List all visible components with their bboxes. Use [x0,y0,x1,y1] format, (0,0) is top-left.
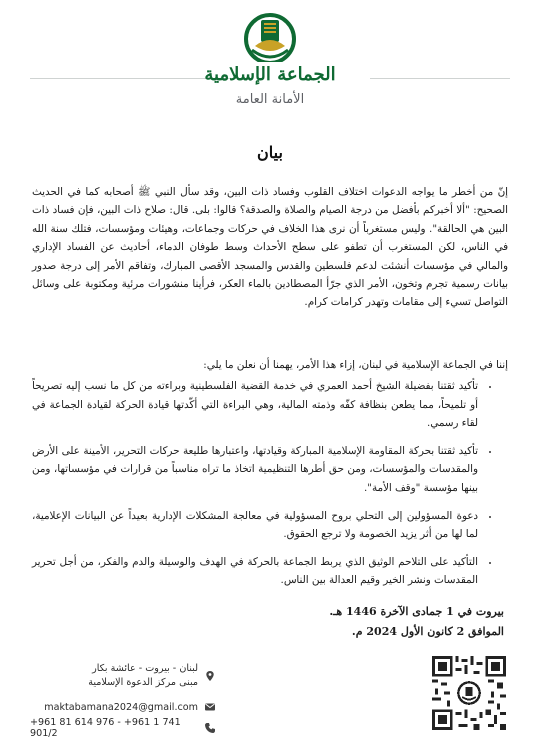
phone-icon [204,722,216,734]
statement-point: • التأكيد على التلاحم الوثيق الذي يربط الجماعة بالحركة في الهدف والوسيلة والدم والفكر، من أجل تحرير المقدسات ونشر الخير وقيم العدالة بين الناس. [32,553,480,590]
document-title: بيان [257,143,283,162]
organization-logo [243,12,297,70]
organization-name: الجماعة الإسلامية [204,64,336,85]
lead-sentence: إننا في الجماعة الإسلامية في لبنان، إزاء هذا الأمر، يهمنا أن نعلن ما يلي: [203,359,508,371]
date-gregorian: الموافق 2 كانون الأول 2024 م. [351,625,504,638]
organization-subtitle: الأمانة العامة [235,92,305,107]
address-line-2: مبنى مركز الدعوة الإسلامية [88,677,198,688]
contact-block [30,660,216,737]
email-link[interactable]: maktabamana2024@gmail.com [44,701,198,713]
address-row [30,660,216,692]
date-hijri: بيروت في 1 جمادى الآخرة 1446 هـ. [329,605,504,618]
phone-numbers[interactable]: +961 81 614 976 - +961 1 741 901/2 [30,717,181,739]
statement-points [32,377,496,599]
address-line-1: لبنان - بيروت - عائشة بكار [92,663,198,674]
qr-code [432,656,506,730]
statement-point: • تأكيد ثقتنا بفضيلة الشيخ أحمد العمري في خدمة القضية الفلسطينية وبراءته من كل ما نسب إليه تصريحاً أو تلميحاً، مما يطعن بنظافة كفّه وذمته المالية، وهي البراءة التي أكّدتها قيادة الحركة لقيادة الجماعة في لقاء رسمي. [32,377,480,433]
email-row [30,698,216,716]
location-pin-icon [204,670,216,682]
intro-paragraph: إنّ من أخطر ما يواجه الدعوات اختلاف القلوب وفساد ذات البين، وقد سأل النبي ﷺ أصحابه كما في الحديث الصحيح: "ألا أخبركم بأفضل من درجة الصيام والصلاة والصدقة؟ قالوا: بلى. قال: صلاح ذات البين، فإن فساد ذات البين هي الحالقة". وليس مستغرباً أن نرى هذا الخلاف في حركات وجماعات، وهيئات ومؤسسات، فتلك سنة الله في الناس، لكن المستغرب أن تطفو على سطح الأحداث وسط طوفان الدماء، أحاديث عن الفساد الإداري والمالي في مؤسسات أنشئت لدعم فلسطين والقدس والمسجد الأقصى المبارك، وتفاقم الأمر إلى درجة صدور بيانات رسمية تجرم وتخون، الأمر الذي جرّأ المصطادين بالماء العكر، فرأينا منشورات مرئية ومكتوبة على وسائل التواصل تسيء إلى مقامات وتهدر كرامات كرام. [32,186,508,309]
statement-point: • تأكيد ثقتنا بحركة المقاومة الإسلامية المباركة وقيادتها، واعتبارها طليعة حركات التحرير، الأمينة على الأرض والمقدسات والمؤسسات، ومن حق أطرها التنظيمية اتخاذ ما تراه مناسباً من قرارات في مؤسساتها، ومن بينها مؤسسة "وقف الأمة". [32,442,480,498]
phone-row [30,719,216,737]
email-icon [204,701,216,713]
statement-point: • دعوة المسؤولين إلى التحلي بروح المسؤولية في معالجة المشكلات الإدارية بعيداً عن البيانات الإعلامية، لما لها من أثر يزيد الخصومة ولا ترجع الحقوق. [32,507,480,544]
